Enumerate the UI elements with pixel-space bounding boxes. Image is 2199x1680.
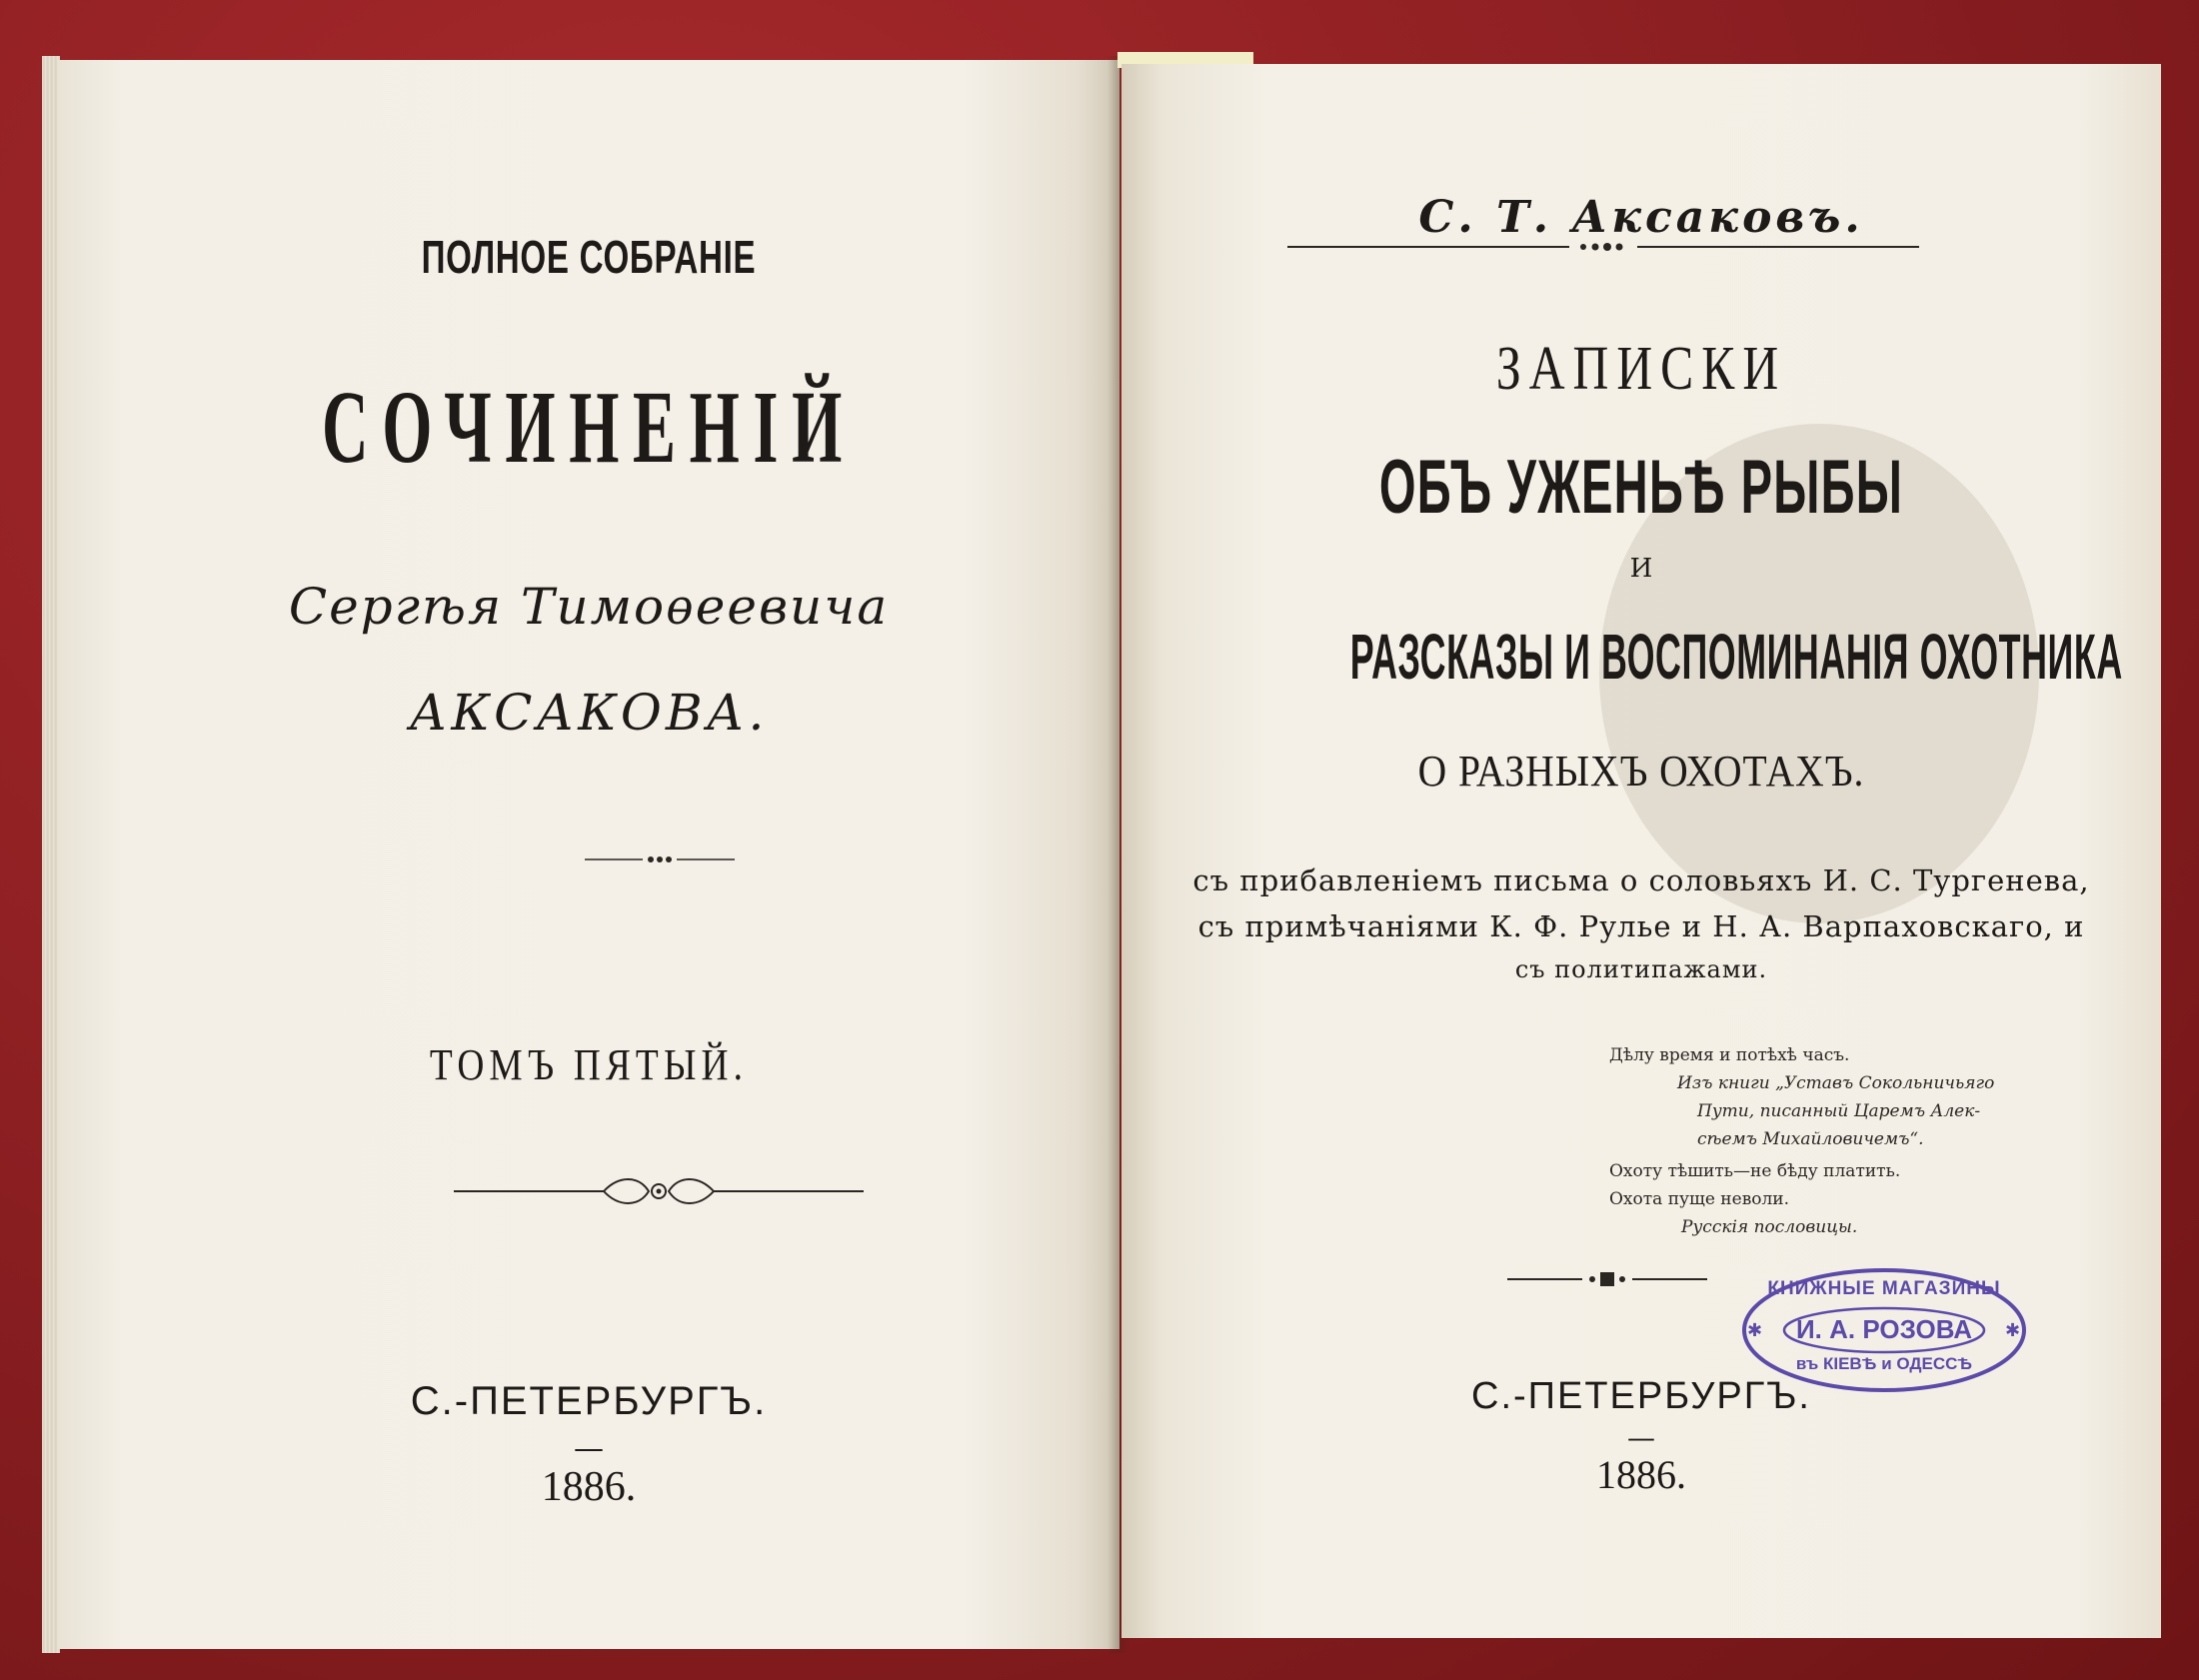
stamp-middle-text: И. А. РОЗОВА (1795, 1314, 1972, 1344)
stories-title: РАЗСКАЗЫ И ВОСПОМИНАНІЯ ОХОТНИКА (1349, 621, 2123, 693)
author-header: С. Т. Аксаковъ. (1418, 192, 1864, 243)
city-label: С.-ПЕТЕРБУРГЪ. (410, 1379, 768, 1423)
stamp-top-text: КНИЖНЫЕ МАГАЗИНЫ (1767, 1278, 2001, 1299)
epigraph (1609, 1041, 1994, 1241)
small-ornament-icon (585, 851, 735, 867)
author-names: Сергѣя Тимоѳеевича (288, 578, 890, 636)
header-rule-ornament-icon (1287, 239, 1919, 255)
svg-text:✱: ✱ (1747, 1320, 1763, 1341)
publication-year: 1886. (541, 1464, 637, 1510)
stamp-bottom-text: въ КІЕВѢ и ОДЕССѢ (1795, 1354, 1973, 1373)
left-page (58, 60, 1119, 1649)
works-title: СОЧИНЕНІЙ (322, 370, 856, 485)
collection-title: ПОЛНОЕ СОБРАНІЕ (421, 231, 757, 283)
city-label: С.-ПЕТЕРБУРГЪ. (1471, 1375, 1811, 1417)
fishing-title: ОБЪ УЖЕНЬѢ РЫБЫ (1378, 445, 1904, 530)
author-surname: АКСАКОВА. (409, 684, 769, 742)
separator-dash: — (574, 1431, 604, 1466)
publication-year: 1886. (1596, 1452, 1686, 1497)
epigraph-line: Охоту тѣшить—не бѣду платить. (1609, 1161, 1901, 1181)
epigraph-line: Русскія пословицы. (1681, 1217, 1858, 1237)
bookseller-stamp (1739, 1264, 2029, 1396)
right-page (1121, 64, 2161, 1638)
hunts-title: О РАЗНЫХЪ ОХОТАХЪ. (1417, 747, 1865, 796)
epigraph-line: Изъ книги „Уставъ Сокольничьяго (1677, 1073, 1995, 1093)
epigraph-line: Пути, писанный Царемъ Алек- (1697, 1101, 1981, 1121)
bottom-ornament-icon (1507, 1269, 1707, 1289)
epigraph-line: сѣемъ Михайловичемъ“. (1697, 1129, 1924, 1149)
conjunction: И (1629, 554, 1653, 584)
svg-text:✱: ✱ (2005, 1320, 2021, 1341)
notes-title: ЗАПИСКИ (1495, 335, 1787, 403)
subtitle-line-2: съ примѣчаніями К. Ф. Рулье и Н. А. Варпаховскаго, и (1197, 909, 2085, 943)
flourish-ornament-icon (454, 1169, 864, 1213)
separator-dash: — (1627, 1421, 1655, 1454)
epigraph-line: Дѣлу время и потѣхѣ часъ. (1609, 1045, 1850, 1065)
volume-label: ТОМЪ ПЯТЫЙ. (429, 1040, 749, 1089)
subtitle-line-3: съ политипажами. (1514, 955, 1768, 983)
subtitle-line-1: съ прибавленіемъ письма о соловьяхъ И. С. Тургенева, (1192, 863, 2090, 897)
epigraph-line: Охота пуще неволи. (1609, 1189, 1790, 1209)
